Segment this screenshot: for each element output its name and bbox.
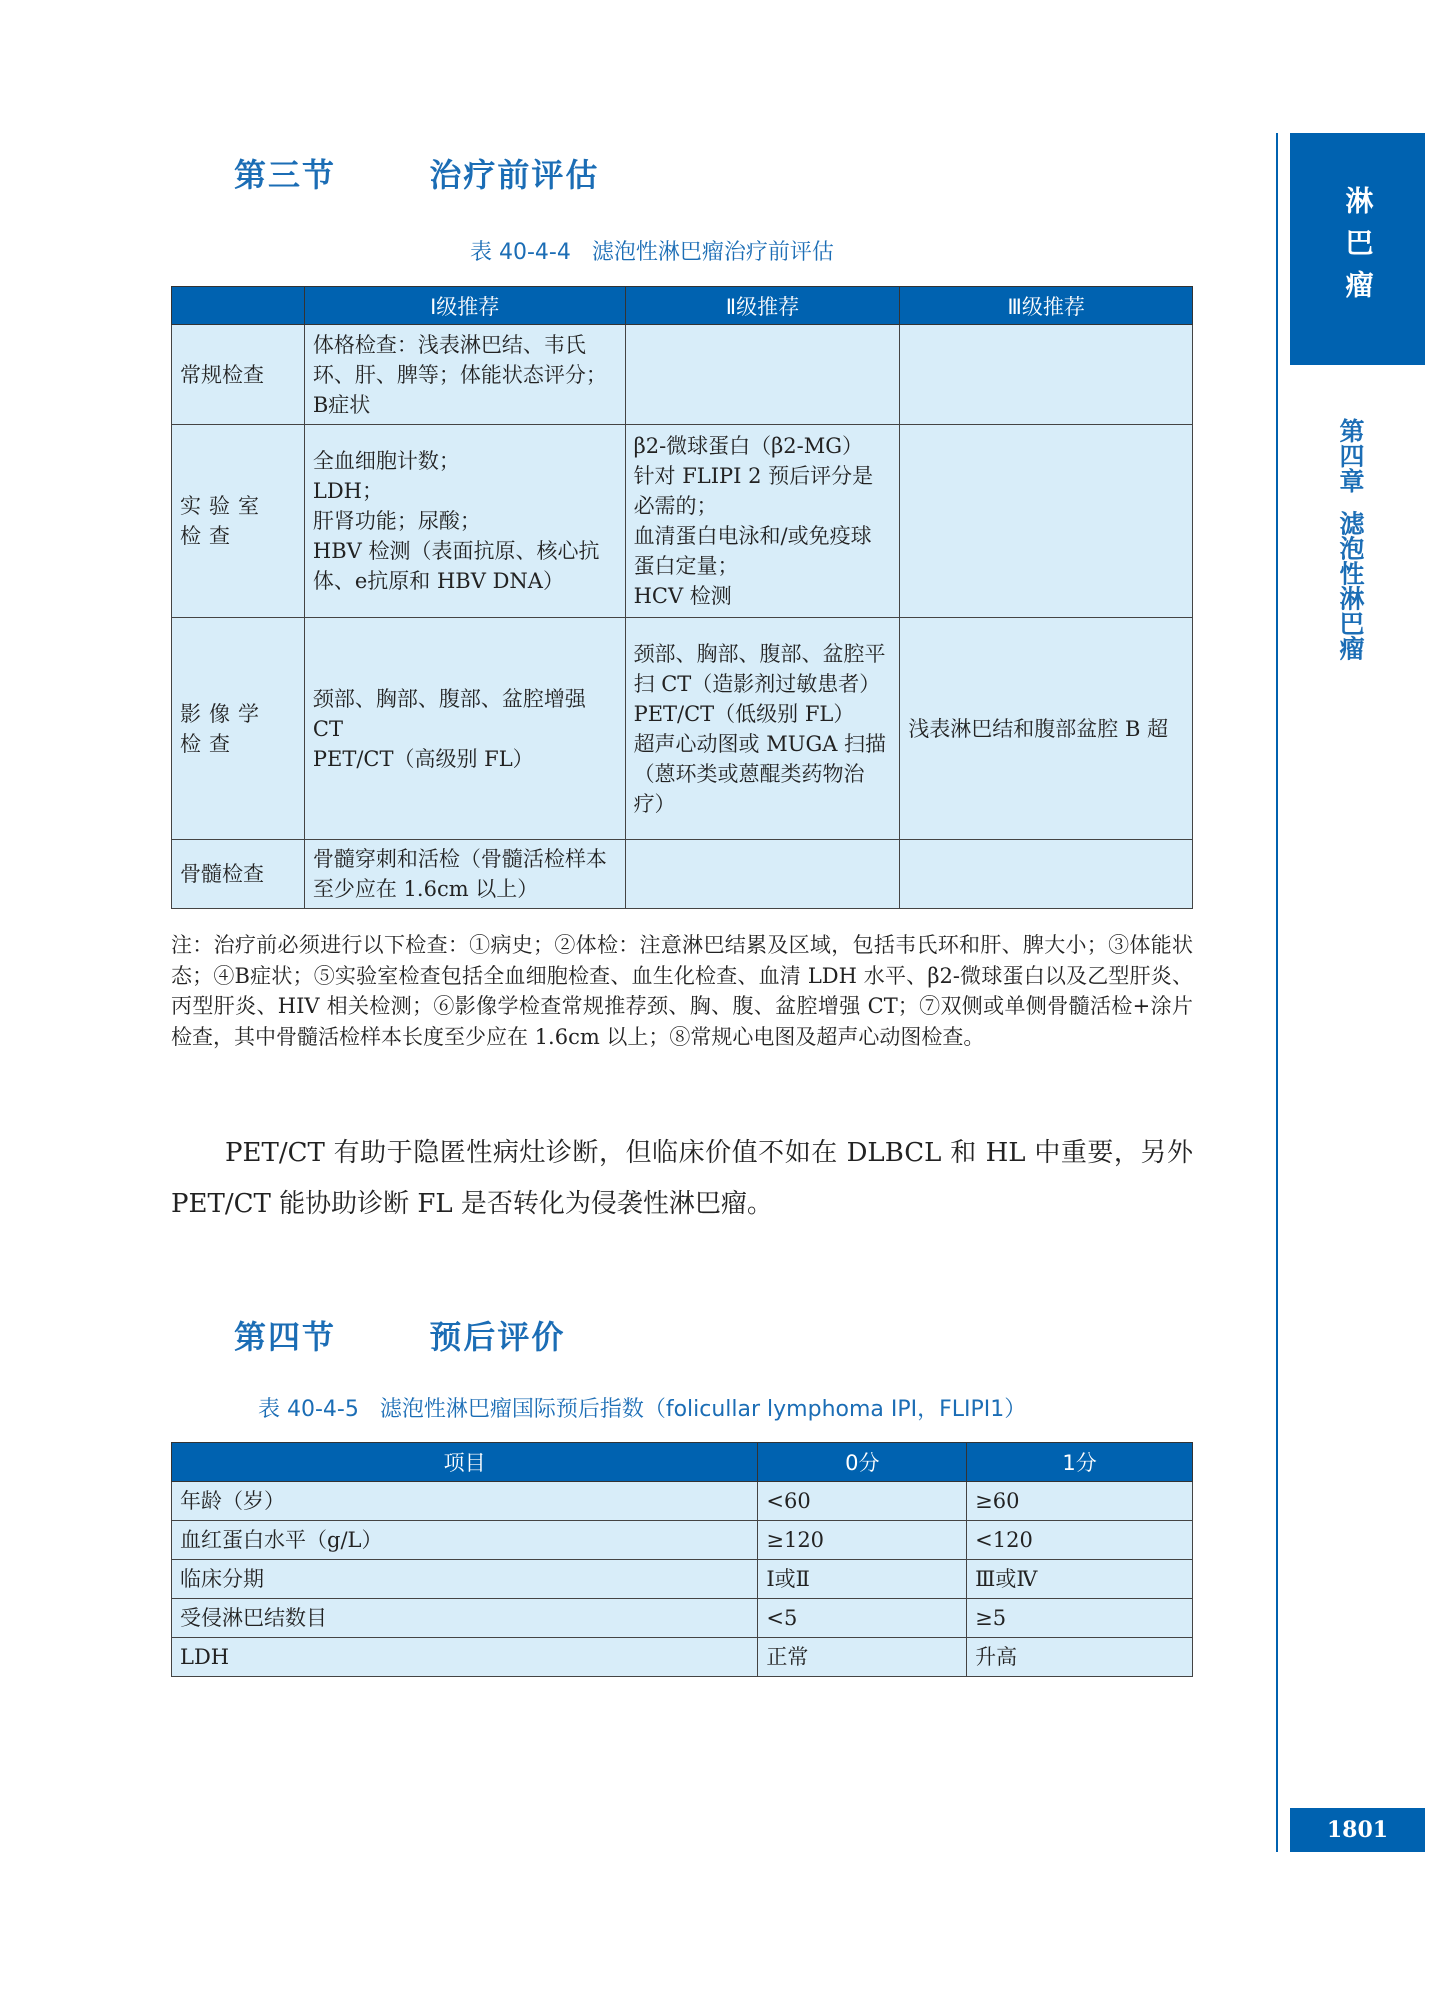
column-header: 项目	[172, 1443, 758, 1482]
row-category: 影像学检查	[172, 618, 305, 840]
level3-cell: 浅表淋巴结和腹部盆腔 B 超	[900, 618, 1193, 840]
margin-divider	[1276, 133, 1278, 1852]
table-caption: 表 40-4-5 滤泡性淋巴瘤国际预后指数（folicullar lymphoma IPI，FLIPI1）	[258, 1397, 1027, 1422]
column-header	[172, 287, 305, 325]
score1-cell: Ⅲ或Ⅳ	[967, 1560, 1193, 1599]
level3-cell	[900, 840, 1193, 909]
item-cell: 年龄（岁）	[172, 1482, 758, 1521]
level2-cell	[625, 325, 900, 425]
column-header: 1分	[967, 1443, 1193, 1482]
item-cell: 血红蛋白水平（g/L）	[172, 1521, 758, 1560]
level1-cell: 全血细胞计数； LDH； 肝肾功能；尿酸； HBV 检测（表面抗原、核心抗体、e抗原和 HBV DNA）	[304, 425, 625, 618]
level3-cell	[900, 325, 1193, 425]
level1-cell: 骨髓穿刺和活检（骨髓活检样本至少应在 1.6cm 以上）	[304, 840, 625, 909]
level2-cell: 颈部、胸部、腹部、盆腔平扫 CT（造影剂过敏患者） PET/CT（低级别 FL） 超声心动图或 MUGA 扫描（蒽环类或蒽醌类药物治疗）	[625, 618, 900, 840]
item-cell: LDH	[172, 1638, 758, 1677]
score0-cell: Ⅰ或Ⅱ	[758, 1560, 967, 1599]
section-title: 第三节 治疗前评估	[234, 156, 600, 194]
table-row	[172, 425, 1193, 618]
level1-cell: 颈部、胸部、腹部、盆腔增强 CT PET/CT（高级别 FL）	[304, 618, 625, 840]
level2-cell	[625, 840, 900, 909]
row-category: 骨髓检查	[172, 840, 305, 909]
score1-cell: ≥60	[967, 1482, 1193, 1521]
score0-cell: 正常	[758, 1638, 967, 1677]
page-number: 1801	[1290, 1808, 1425, 1852]
level1-cell: 体格检查：浅表淋巴结、韦氏环、肝、脾等；体能状态评分；B症状	[304, 325, 625, 425]
table-header-row	[172, 1443, 1193, 1482]
table-row	[172, 840, 1193, 909]
table-caption: 表 40-4-4 滤泡性淋巴瘤治疗前评估	[470, 240, 834, 265]
table-row	[172, 1638, 1193, 1677]
column-header: Ⅰ级推荐	[304, 287, 625, 325]
table-row	[172, 1599, 1193, 1638]
chapter-title: 第四章 滤泡性淋巴瘤	[1336, 418, 1365, 661]
body-paragraph: PET/CT 有助于隐匿性病灶诊断，但临床价值不如在 DLBCL 和 HL 中重要，另外 PET/CT 能协助诊断 FL 是否转化为侵袭性淋巴瘤。	[171, 1138, 1193, 1219]
flipi-table	[171, 1442, 1193, 1677]
item-cell: 受侵淋巴结数目	[172, 1599, 758, 1638]
table-header-row	[172, 287, 1193, 325]
column-header: Ⅲ级推荐	[900, 287, 1193, 325]
score1-cell: 升高	[967, 1638, 1193, 1677]
pretreatment-evaluation-table	[171, 286, 1193, 909]
table-row	[172, 618, 1193, 840]
score1-cell: ≥5	[967, 1599, 1193, 1638]
column-header: Ⅱ级推荐	[625, 287, 900, 325]
table-row	[172, 1482, 1193, 1521]
item-cell: 临床分期	[172, 1560, 758, 1599]
row-category: 实验室检查	[172, 425, 305, 618]
chapter-tab: 淋巴瘤	[1290, 133, 1425, 365]
table-row	[172, 1560, 1193, 1599]
score0-cell: <60	[758, 1482, 967, 1521]
score0-cell: ≥120	[758, 1521, 967, 1560]
row-category: 常规检查	[172, 325, 305, 425]
score1-cell: <120	[967, 1521, 1193, 1560]
score0-cell: <5	[758, 1599, 967, 1638]
level3-cell	[900, 425, 1193, 618]
table-note: 注：治疗前必须进行以下检查：①病史；②体检：注意淋巴结累及区域，包括韦氏环和肝、脾大小；③体能状态；④B症状；⑤实验室检查包括全血细胞检查、血生化检查、血清 LDH 水平、β2-微球蛋白以及乙型肝炎、丙型肝炎、HIV 相关检测；⑥影像学检查常规推荐颈、胸、腹、盆腔增强 CT；⑦双侧或单侧骨髓活检+涂片检查，其中骨髓活检样本长度至少应在 1.6cm 以上；⑧常规心电图及超声心动图检查。	[171, 933, 1193, 1049]
level2-cell: β2-微球蛋白（β2-MG） 针对 FLIPI 2 预后评分是必需的； 血清蛋白电泳和/或免疫球蛋白定量； HCV 检测	[625, 425, 900, 618]
column-header: 0分	[758, 1443, 967, 1482]
section-title: 第四节 预后评价	[234, 1318, 566, 1356]
table-row	[172, 325, 1193, 425]
table-row	[172, 1521, 1193, 1560]
